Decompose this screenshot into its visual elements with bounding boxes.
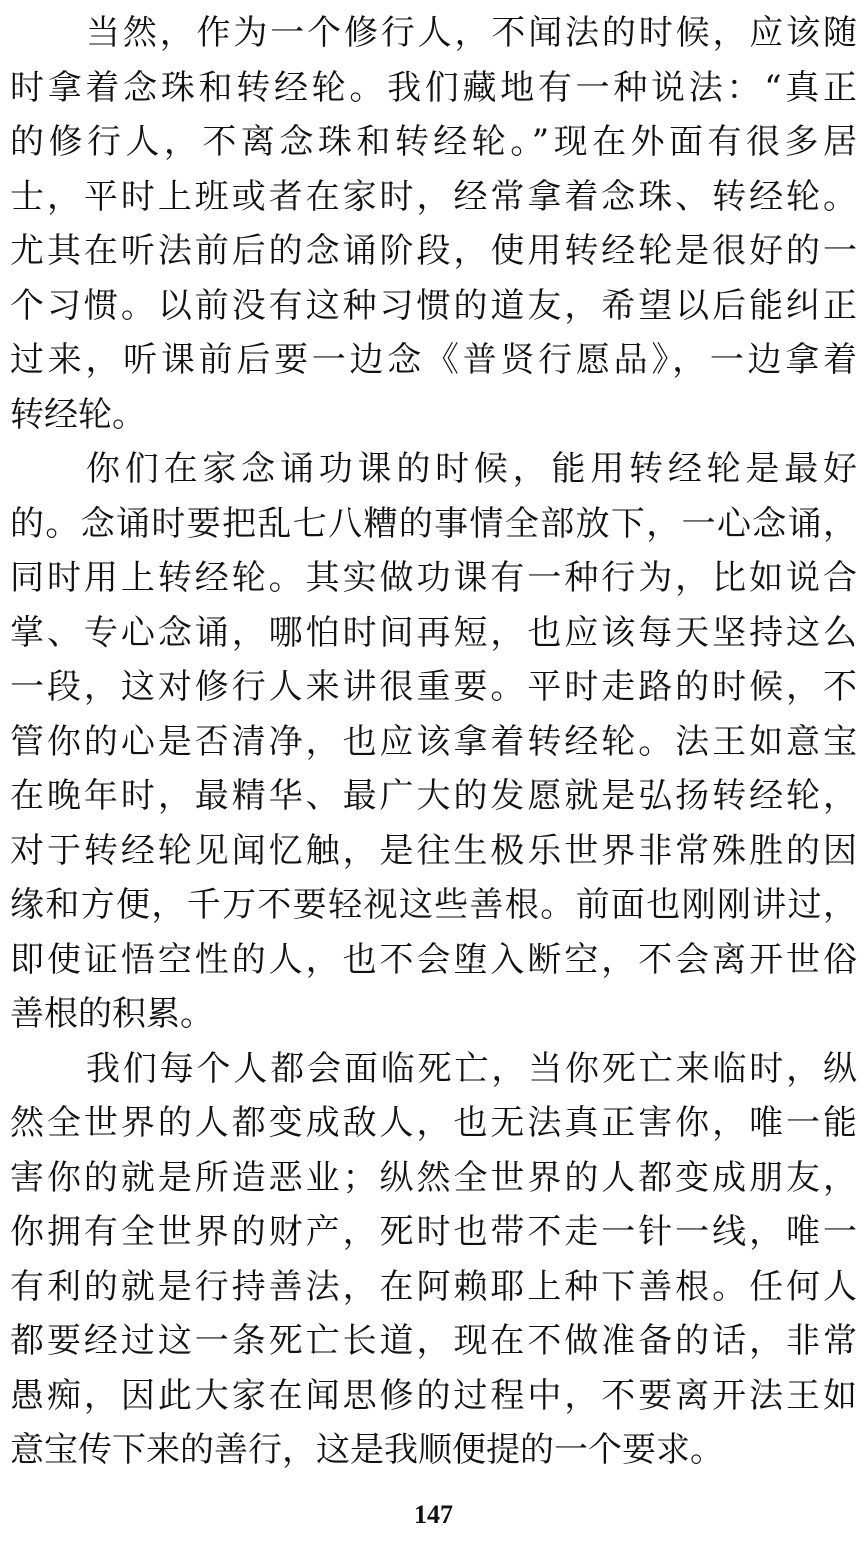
page-body <box>10 6 857 1478</box>
page-number: 147 <box>414 1500 453 1529</box>
text-line: 都要经过这一条死亡长道，现在不做准备的话，非常 <box>10 1321 857 1361</box>
text-line: 管你的心是否清净，也应该拿着转经轮。法王如意宝 <box>10 721 857 762</box>
paragraph-2 <box>10 442 857 1042</box>
text-line: 个习惯。以前没有这种习惯的道友，希望以后能纠正 <box>10 285 857 326</box>
text-line: 愚痴，因此大家在闻思修的过程中，不要离开法王如 <box>10 1375 857 1416</box>
paragraph-1 <box>10 6 857 442</box>
text-line: 缘和方便，千万不要轻视这些善根。前面也刚刚讲过， <box>10 885 857 925</box>
text-line: 你拥有全世界的财产，死时也带不走一针一线，唯一 <box>10 1212 857 1252</box>
text-line: 有利的就是行持善法，在阿赖耶上种下善根。任何人 <box>10 1266 857 1307</box>
text-line: 转经轮。 <box>10 394 146 435</box>
text-line: 的修行人，不离念珠和转经轮。”现在外面有很多居 <box>10 122 857 162</box>
text-line: 即使证悟空性的人，也不会堕入断空，不会离开世俗 <box>10 939 857 980</box>
text-line: 的。念诵时要把乱七八糟的事情全部放下，一心念诵， <box>10 503 857 544</box>
text-line: 对于转经轮见闻忆触，是往生极乐世界非常殊胜的因 <box>10 830 857 871</box>
text-line: 你们在家念诵功课的时候，能用转经轮是最好 <box>86 449 857 489</box>
text-line: 害你的就是所造恶业；纵然全世界的人都变成朋友， <box>10 1157 857 1198</box>
text-line: 尤其在听法前后的念诵阶段，使用转经轮是很好的一 <box>10 231 857 271</box>
text-line: 在晚年时，最精华、最广大的发愿就是弘扬转经轮， <box>10 776 857 816</box>
text-line: 一段，这对修行人来讲很重要。平时走路的时候，不 <box>10 667 857 707</box>
text-line: 过来，听课前后要一边念《普贤行愿品》，一边拿着 <box>10 340 857 380</box>
text-line: 掌、专心念诵，哪怕时间再短，也应该每天坚持这么 <box>10 612 857 653</box>
text-line: 时拿着念珠和转经轮。我们藏地有一种说法：“真正 <box>10 67 857 108</box>
text-line: 然全世界的人都变成敌人，也无法真正害你，唯一能 <box>10 1103 857 1143</box>
text-line: 善根的积累。 <box>10 994 214 1034</box>
text-line: 当然，作为一个修行人，不闻法的时候，应该随 <box>86 13 857 53</box>
text-line: 同时用上转经轮。其实做功课有一种行为，比如说合 <box>10 558 857 598</box>
text-line: 我们每个人都会面临死亡，当你死亡来临时，纵 <box>86 1048 857 1089</box>
text-line: 士，平时上班或者在家时，经常拿着念珠、转经轮。 <box>10 176 857 217</box>
paragraph-3 <box>10 1042 857 1478</box>
text-line: 意宝传下来的善行，这是我顺便提的一个要求。 <box>10 1430 724 1470</box>
